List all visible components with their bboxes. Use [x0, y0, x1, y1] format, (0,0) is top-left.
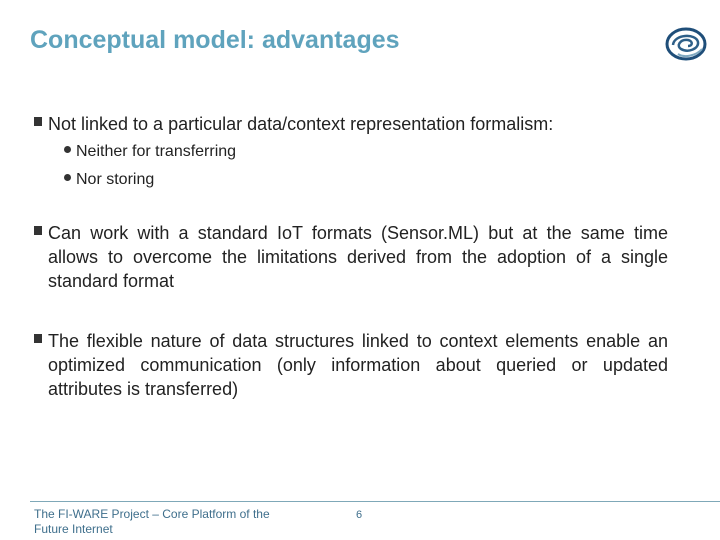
sub-bullet-text: Neither for transferring: [76, 143, 237, 160]
bullet-item: [34, 221, 668, 293]
page-number: 6: [356, 509, 363, 521]
bullet-text: Not linked to a particular data/context representation formalism:: [48, 114, 554, 134]
bullet-text: The flexible nature of data structures linked to context elements enable an optimized communication (only information about queried or updated attributes is transferred): [48, 331, 668, 399]
square-bullet-icon: [34, 117, 42, 126]
footer-text: The FI-WARE Project – Core Platform of the Future Internet: [34, 507, 270, 536]
slide-title: Conceptual model: advantages: [30, 26, 400, 54]
round-bullet-icon: [64, 146, 71, 153]
sub-bullet-item: [64, 142, 236, 162]
sub-bullet-text: Nor storing: [76, 171, 155, 188]
sub-bullet-item: [64, 170, 154, 190]
swirl-logo-icon: [664, 24, 708, 64]
square-bullet-icon: [34, 334, 42, 343]
footer-divider: [30, 501, 720, 502]
square-bullet-icon: [34, 226, 42, 235]
round-bullet-icon: [64, 174, 71, 181]
bullet-item: [34, 112, 668, 136]
bullet-item: [34, 329, 668, 401]
bullet-text: Can work with a standard IoT formats (Sensor.ML) but at the same time allows to overcome the limitations derived from the adoption of a single standard format: [48, 223, 668, 291]
